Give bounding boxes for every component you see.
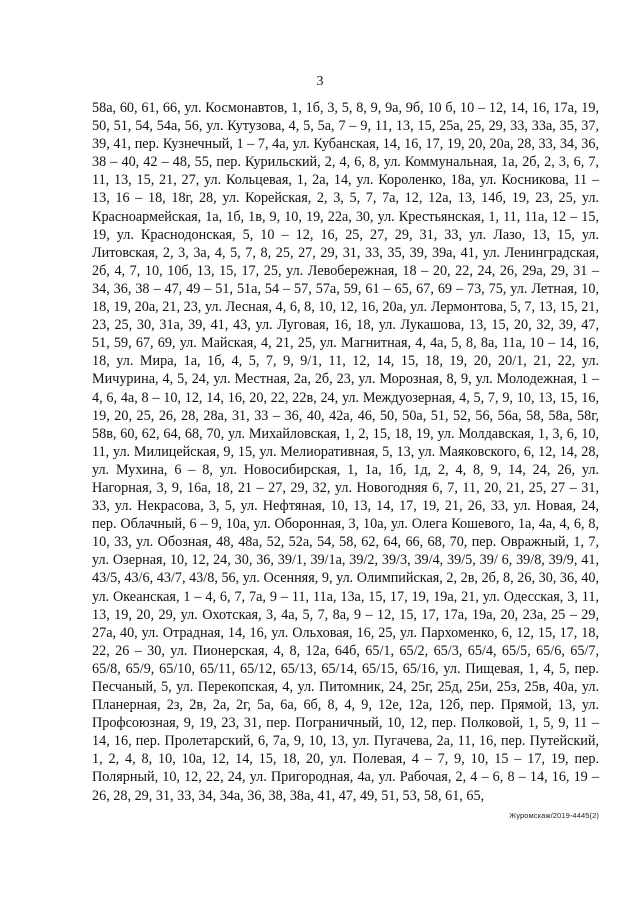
page-number: 3 (316, 74, 324, 89)
document-stamp: Журомскаж/2019-4445(2) (509, 811, 599, 820)
address-list-text: 58а, 60, 61, 66, ул. Космонавтов, 1, 1б, 3, 5, 8, 9, 9а, 9б, 10 б, 10 – 12, 14, 16, 17а, 19, 50, 51, 54, 54а, 56, ул. Кутузова, 4, 5, 5а, 7 – 9, 11, 13, 15, 25а, 25, 29, 33, 33а, 35, 37, 39, 41, пер. Кузнечный, 1 – 7, 4а, ул. Кубанская, 14, 16, 17, 19, 20, 20а, 28, 33, 34, 36, 38 – 40, 42 – 48, 55, пер. Курильский, 2, 4, 6, 8, ул. Коммунальная, 1а, 2б, 2, 3, 6, 7, 11, 13, 15, 21, 27, ул. Кольцевая, 1, 2а, 14, ул. Короленко, 18а, ул. Косникова, 11 – 13, 16 – 18, 18г, 28, ул. Корейская, 2, 3, 5, 7, 7а, 12, 12а, 13, 14б, 19, 23, 25, ул. Красноармейская, 1а, 1б, 1в, 9, 10, 19, 22а, 30, ул. Крестьянская, 1, 11, 11а, 12 – 15, 19, ул. Краснодонская, 5, 10 – 12, 16, 25, 27, 29, 31, 33, ул. Лазо, 13, 15, ул. Литовская, 2, 3, 3а, 4, 5, 7, 8, 25, 27, 29, 31, 33, 35, 39, 39а, 41, ул. Ленинградская, 2б, 4, 7, 10, 10б, 13, 15, 17, 25, ул. Левобережная, 18 – 20, 22, 24, 26, 29а, 29, 31 – 34, 36, 38 – 47, 49 – 51, 51а, 54 – 57, 57а, 59, 61 – 65, 67, 69 – 73, 75, ул. Летная, 10, 18, 19, 20а, 21, 23, ул. Лесная, 4, 6, 8, 10, 12, 16, 20а, ул. Лермонтова, 5, 7, 13, 15, 21, 23, 25, 30, 31а, 39, 41, 43, ул. Луговая, 16, 18, ул. Лукашова, 13, 15, 20, 32, 39, 47, 51, 59, 67, 69, ул. Майская, 4, 21, 25, ул. Магнитная, 4, 4а, 5, 8, 8а, 11а, 10 – 14, 16, 18, ул. Мира, 1а, 1б, 4, 5, 7, 9, 9/1, 11, 12, 14, 15, 18, 19, 20, 20/1, 21, 22, ул. Мичурина, 4, 5, 24, ул. Местная, 2а, 2б, 23, ул. Морозная, 8, 9, ул. Молодежная, 1 – 4, 6, 4а, 8 – 10, 12, 14, 16, 20, 22, 22в, 24, ул. Междуозерная, 4, 5, 7, 9, 10, 13, 15, 16, 19, 20, 25, 26, 28, 28а, 31, 33 – 36, 40, 42а, 46, 50, 50а, 51, 52, 56, 56а, 58, 58а, 58г, 58в, 60, 62, 64, 68, 70, ул. Михайловская, 1, 2, 15, 18, 19, ул. Молдавская, 1, 3, 6, 10, 11, ул. Милицейская, 9, 15, ул. Мелиоративная, 5, 13, ул. Маяковского, 6, 12, 14, 28, ул. Мухина, 6 – 8, ул. Новосибирская, 1, 1а, 1б, 1д, 2, 4, 8, 9, 14, 24, 26, ул. Нагорная, 3, 9, 16а, 18, 21 – 27, 29, 32, ул. Новогодняя 6, 7, 11, 20, 21, 25, 27 – 31, 33, ул. Некрасова, 3, 5, ул. Нефтяная, 10, 13, 14, 17, 19, 21, 26, 33, ул. Новая, 24, пер. Облачный, 6 – 9, 10а, ул. Оборонная, 3, 10а, ул. Олега Кошевого, 1а, 4а, 4, 6, 8, 10, 33, ул. Обозная, 48, 48а, 52, 52а, 54, 58, 62, 64, 66, 68, 70, пер. Овражный, 1, 7, ул. Озерная, 10, 12, 24, 30, 36, 39/1, 39/1а, 39/2, 39/3, 39/4, 39/5, 39/ 6, 39/8, 39/9, 41, 43/5, 43/6, 43/7, 43/8, 56, ул. Осенняя, 9, ул. Олимпийская, 2, 2в, 2б, 8, 26, 30, 36, 40, ул. Океанская, 1 – 4, 6, 7, 7а, 9 – 11, 11а, 13а, 15, 17, 19, 19а, 21, ул. Одесская, 3, 11, 13, 19, 20, 29, ул. Охотская, 3, 4а, 5, 7, 8а, 9 – 12, 15, 17, 17а, 19а, 20, 23а, 25 – 29, 27а, 40, ул. Отрадная, 14, 16, ул. Ольховая, 16, 25, ул. Пархоменко, 6, 12, 15, 17, 18, 22, 26 – 30, ул. Пионерская, 4, 8, 12а, 64б, 65/1, 65/2, 65/3, 65/4, 65/5, 65/6, 65/7, 65/8, 65/9, 65/10, 65/11, 65/12, 65/13, 65/14, 65/15, 65/16, ул. Пищевая, 1, 4, 5, пер. Песчаный, 5, ул. Перекопская, 4, ул. Питомник, 24, 25г, 25д, 25и, 25з, 25в, 40а, ул. Планерная, 2з, 2в, 2а, 2г, 5а, 6а, 6б, 8, 4, 9, 12е, 12а, 12б, пер. Прямой, 13, ул. Профсоюзная, 9, 19, 23, 31, пер. Пограничный, 10, 12, пер. Полковой, 1, 5, 9, 11 – 14, 16, пер. Пролетарский, 6, 7а, 9, 10, 13, ул. Пугачева, 2а, 11, 16, пер. Путейский, 1, 2, 4, 8, 10, 10а, 12, 14, 15, 18, 20, ул. Полевая, 4 – 7, 9, 10, 15 – 17, 19, пер. Полярный, 10, 12, 22, 24, ул. Пригородная, 4а, ул. Рабочая, 2, 4 – 6, 8 – 14, 16, 19 –26, 28, 29, 31, 33, 34, 34а, 36, 38, 38а, 41, 47, 49, 51, 53, 58, 61, 65, (92, 100, 599, 804)
